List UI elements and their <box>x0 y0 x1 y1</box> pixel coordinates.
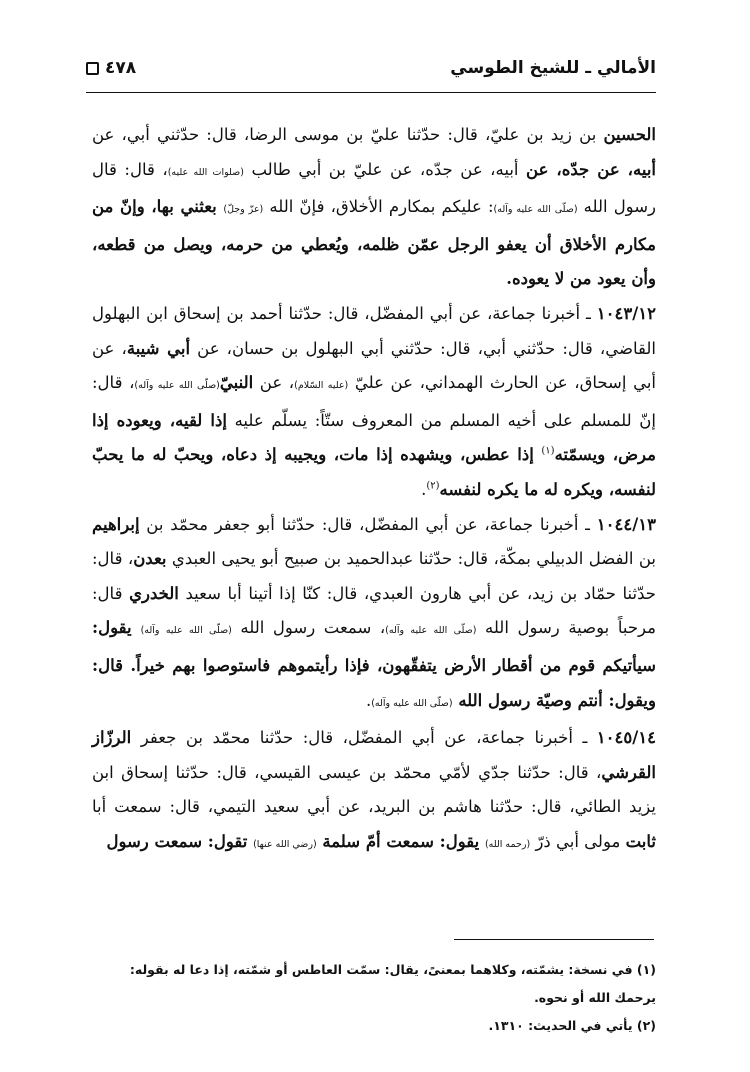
text-span: ، عن أبي إسحاق، عن الحارث الهمداني، عن عليّ <box>92 338 656 393</box>
text-span: ، قال: حدّثنا حمّاد بن زيد، عن أبي هارون العبدي، قال: كنّا إذا أتينا أبا سعيد <box>92 549 656 603</box>
text-span: إبراهيم <box>92 514 140 534</box>
text-span: ـ أخبرنا جماعة، عن أبي المفضّل، قال: حدّثنا أحمد بن إسحاق ابن البهلول القاضي، قال: حدّثني أبي، قال: حدّثني أبي البهلول بن حسان، عن <box>92 303 656 358</box>
text-span: أبيه، عن جدّه، عن <box>526 159 657 179</box>
page-number-group <box>86 58 136 78</box>
paragraph-hadith-1044 <box>92 508 656 722</box>
text-span: . <box>365 690 372 710</box>
text-span: إذا عطس، ويشهده إذا مات، ويجيبه إذ دعاه، ويحبّ له ما يحبّ لنفسه، ويكره له ما يكره لنفسه <box>92 445 656 499</box>
text-span: ، قال: قال رسول الله <box>92 159 657 217</box>
text-span: الحسين <box>603 125 656 144</box>
honorific: (صلّى الله عليه وآله) <box>385 625 477 637</box>
honorific: (رضي الله عنها) <box>253 838 317 850</box>
text-span: بعثني بها، وإنّ من مكارم الأخلاق أن يعفو الرجل عمّن ظلمه، ويُعطي من حرمه، ويصل من قطعه، وأن يعود من لا يعوده. <box>92 197 656 289</box>
text-span: قال: مرحباً بوصية رسول الله <box>92 583 656 638</box>
text-span: يقول: سيأتيكم قوم من أقطار الأرض يتفقّهون، فإذا رأيتموهم فاستوصوا بهم خيراً. قال: ويقول: أنتم وصيّة رسول الله <box>92 618 656 710</box>
text-span: أبي شيبة <box>126 338 191 358</box>
text-span: أبيه، عن جدّه، عن عليّ بن أبي طالب <box>243 159 527 179</box>
honorific: (صلّى الله عليه وآله) <box>140 625 232 637</box>
paragraph-hadith-1043 <box>92 297 656 508</box>
text-span: ، قال: حدّثنا جدّي لأمّي محمّد بن عيسى القيسي، قال: حدّثنا إسحاق ابن يزيد الطائي، قال: حدّثنا هاشم بن البريد، عن أبي سعيد التيمي، قال: سمعت أبا <box>92 762 656 817</box>
text-span: الرزّاز القرشي <box>92 728 656 782</box>
footnotes <box>92 956 656 1040</box>
honorific: (صلّى الله عليه وآله) <box>493 204 578 216</box>
text-span: ، قال: إنّ للمسلم على أخيه المسلم من المعروف ستّاً: يسلّم عليه <box>92 373 656 430</box>
text-span: ثابت <box>625 831 656 851</box>
footnote-ref[interactable]: (٢) <box>426 480 440 492</box>
text-span: ، سمعت رسول الله <box>231 618 386 638</box>
honorific: (عليه السّلام) <box>294 380 349 392</box>
text-span: يقول: سمعت أمّ سلمة <box>316 831 485 851</box>
hadith-number: ١٠٤٥/١٤ <box>596 728 656 748</box>
hadith-number: ١٠٤٣/١٢ <box>596 303 656 323</box>
paragraph-1 <box>92 118 656 297</box>
text-span: تقول: سمعت رسول <box>106 831 254 851</box>
honorific: (صلّى الله عليه وآله) <box>371 697 453 709</box>
honorific: (رحمه الله) <box>484 838 531 850</box>
text-span: : عليكم بمكارم الأخلاق، فإنّ الله <box>263 197 494 217</box>
text-span: النبيّ <box>219 373 254 393</box>
page-body <box>92 118 656 862</box>
text-span: . <box>421 479 427 499</box>
text-span: بن الفضل الدبيلي بمكّة، قال: حدّثنا عبدالحميد بن صبيح أبو يحيى العبدي <box>166 549 656 569</box>
footnote-ref[interactable]: (١) <box>541 445 555 457</box>
honorific: (صلوات الله عليه) <box>167 166 244 178</box>
text-span: مولى أبي ذرّ <box>530 831 626 851</box>
text-span: ، عن <box>253 373 295 393</box>
text-span: بعدن <box>133 549 167 569</box>
text-span: الخدري <box>129 583 179 603</box>
page-number: ٤٧٨ <box>105 58 137 78</box>
honorific: (عزّ وجلّ) <box>223 204 264 216</box>
text-span: إذا لقيه، ويعوده إذا مرض، ويسمّته <box>92 410 657 465</box>
page-header <box>86 58 656 94</box>
footnote-divider <box>454 939 654 940</box>
text-span: ـ أخبرنا جماعة، عن أبي المفضّل، قال: حدّثنا أبو جعفر محمّد بن <box>139 514 597 534</box>
paragraph-hadith-1045 <box>92 721 656 862</box>
footnote-2: (٢) يأتي في الحديث: ١٣١٠. <box>488 1018 656 1033</box>
header-divider <box>86 92 656 93</box>
book-title: الأمالي ـ للشيخ الطوسي <box>450 58 656 78</box>
text-span: ـ أخبرنا جماعة، عن أبي المفضّل، قال: حدّثنا محمّد بن جعفر <box>131 728 597 748</box>
text-span: بن زيد بن عليّ، قال: حدّثنا عليّ بن موسى الرضا، قال: حدّثني أبي، عن <box>92 125 604 144</box>
footnote-1: (١) في نسخة: يشمّته، وكلاهما بمعنىً، يقال: سمّت العاطس أو شمّته، إذا دعا له بقوله: يرحمك الله أو نحوه. <box>129 962 656 1005</box>
square-icon <box>86 62 99 75</box>
honorific: (صلّى الله عليه وآله) <box>134 380 220 392</box>
hadith-number: ١٠٤٤/١٣ <box>596 514 656 534</box>
